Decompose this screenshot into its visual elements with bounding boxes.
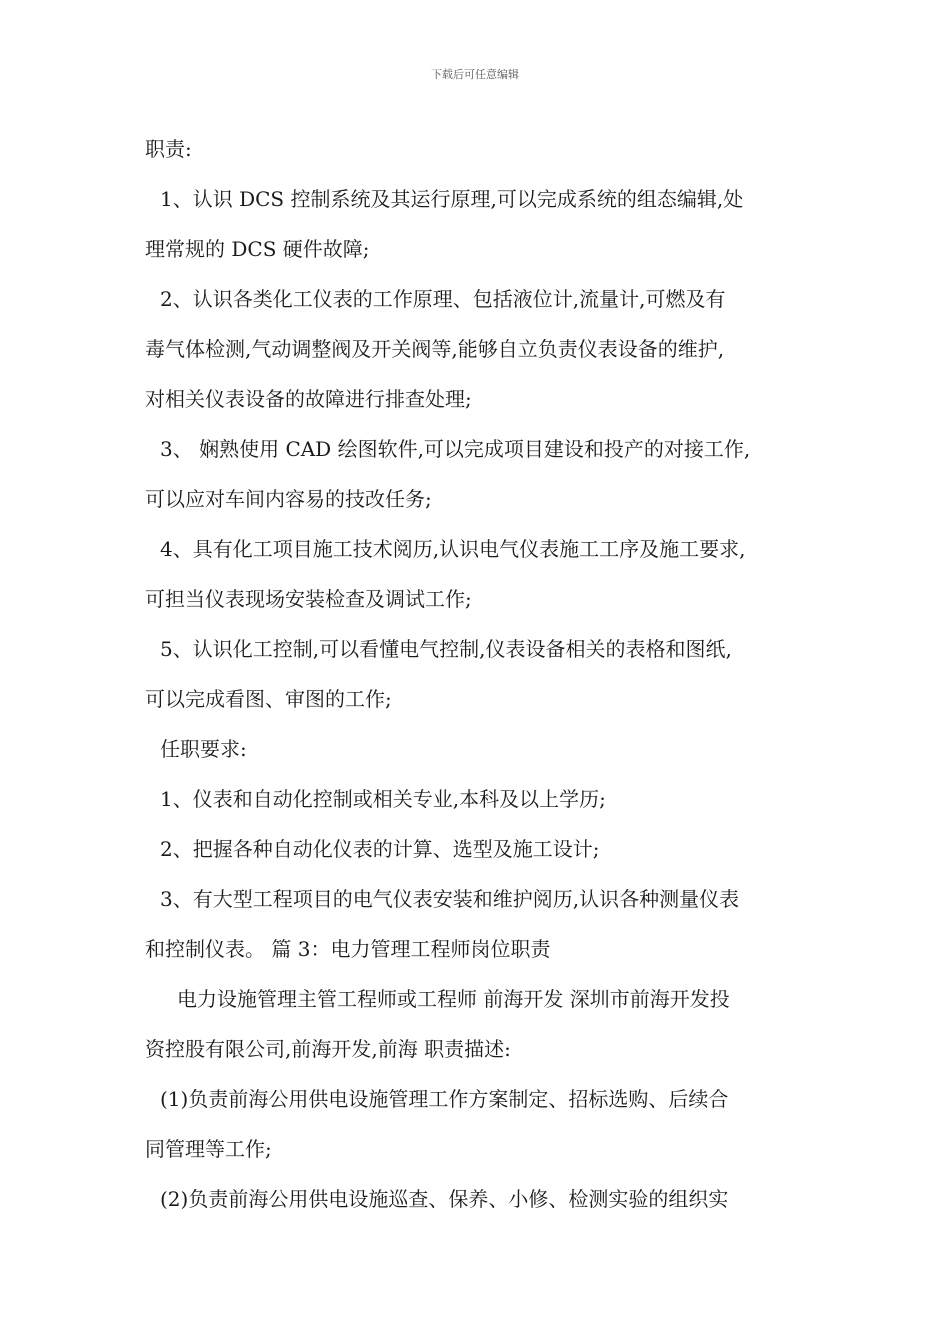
paragraph-line: 理常规的 DCS 硬件故障; <box>145 237 370 261</box>
paragraph-line: (2)负责前海公用供电设施巡查、保养、小修、检测实验的组织实 <box>160 1187 729 1211</box>
paragraph-line: (1)负责前海公用供电设施管理工作方案制定、招标选购、后续合 <box>160 1087 729 1111</box>
paragraph-line: 1、认识 DCS 控制系统及其运行原理,可以完成系统的组态编辑,处 <box>160 187 744 211</box>
paragraph-line: 和控制仪表。 篇 3：电力管理工程师岗位职责 <box>145 937 551 961</box>
paragraph-line: 对相关仪表设备的故障进行排查处理; <box>145 387 472 411</box>
paragraph-line: 可以应对车间内容易的技改任务; <box>145 487 432 511</box>
paragraph-line: 3、有大型工程项目的电气仪表安装和维护阅历,认识各种测量仪表 <box>160 887 740 911</box>
paragraph-line: 电力设施管理主管工程师或工程师 前海开发 深圳市前海开发投 <box>177 987 730 1011</box>
paragraph-line: 可担当仪表现场安装检查及调试工作; <box>145 587 472 611</box>
paragraph-line: 职责: <box>145 137 192 161</box>
paragraph-line: 毒气体检测,气动调整阀及开关阀等,能够自立负责仪表设备的维护, <box>145 337 725 361</box>
paragraph-line: 1、仪表和自动化控制或相关专业,本科及以上学历; <box>160 787 606 811</box>
paragraph-line: 4、具有化工项目施工技术阅历,认识电气仪表施工工序及施工要求, <box>160 537 746 561</box>
paragraph-line: 3、 娴熟使用 CAD 绘图软件,可以完成项目建设和投产的对接工作, <box>160 437 751 461</box>
page-header: 下载后可任意编辑 <box>431 68 519 81</box>
document-body <box>145 128 813 1228</box>
paragraph-line: 2、把握各种自动化仪表的计算、选型及施工设计; <box>160 837 600 861</box>
paragraph-line: 2、认识各类化工仪表的工作原理、包括液位计,流量计,可燃及有 <box>160 287 726 311</box>
section-heading: 任职要求: <box>160 737 247 761</box>
paragraph-line: 资控股有限公司,前海开发,前海 职责描述: <box>145 1037 511 1061</box>
paragraph-line: 同管理等工作; <box>145 1137 272 1161</box>
paragraph-line: 可以完成看图、审图的工作; <box>145 687 392 711</box>
paragraph-line: 5、认识化工控制,可以看懂电气控制,仪表设备相关的表格和图纸, <box>160 637 732 661</box>
